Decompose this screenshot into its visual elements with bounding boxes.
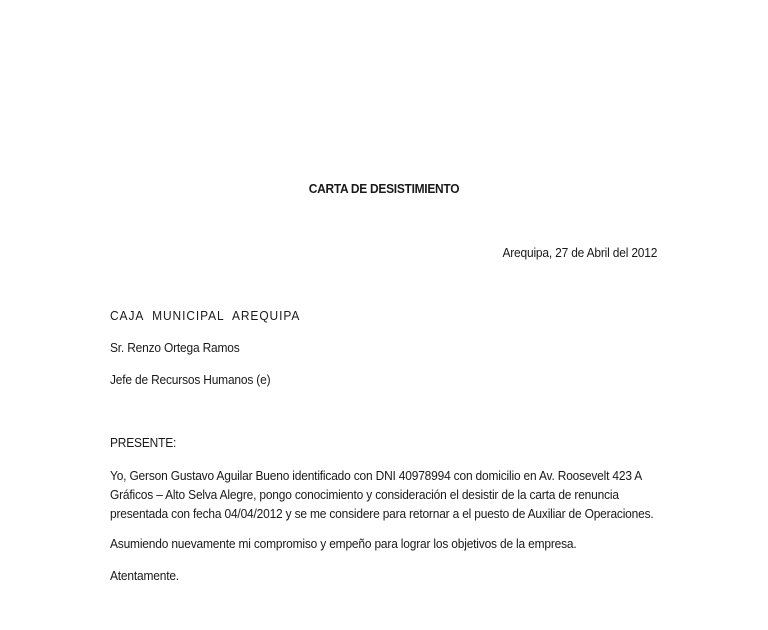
- body-paragraph: [110, 466, 662, 523]
- commitment-statement: Asumiendo nuevamente mi compromiso y empeño para lograr los objetivos de la empresa.: [110, 536, 577, 551]
- recipient-name: Sr. Renzo Ortega Ramos: [110, 340, 240, 355]
- recipient-role: Jefe de Recursos Humanos (e): [110, 372, 271, 387]
- body-line: presentada con fecha 04/04/2012 y se me considere para retornar a el puesto de Auxiliar de Operaciones.: [110, 506, 654, 521]
- letter-date: Arequipa, 27 de Abril del 2012: [502, 245, 657, 260]
- body-line: Yo, Gerson Gustavo Aguilar Bueno identificado con DNI 40978994 con domicilio en Av. Roosevelt 423 A: [110, 468, 643, 483]
- salutation: PRESENTE:: [110, 435, 177, 450]
- letter-title: CARTA DE DESISTIMIENTO: [308, 181, 460, 196]
- closing: Atentamente.: [110, 568, 179, 583]
- recipient-organization: CAJA MUNICIPAL AREQUIPA: [110, 308, 301, 323]
- body-line: Gráficos – Alto Selva Alegre, pongo conocimiento y consideración el desistir de la carta de renuncia: [110, 487, 619, 502]
